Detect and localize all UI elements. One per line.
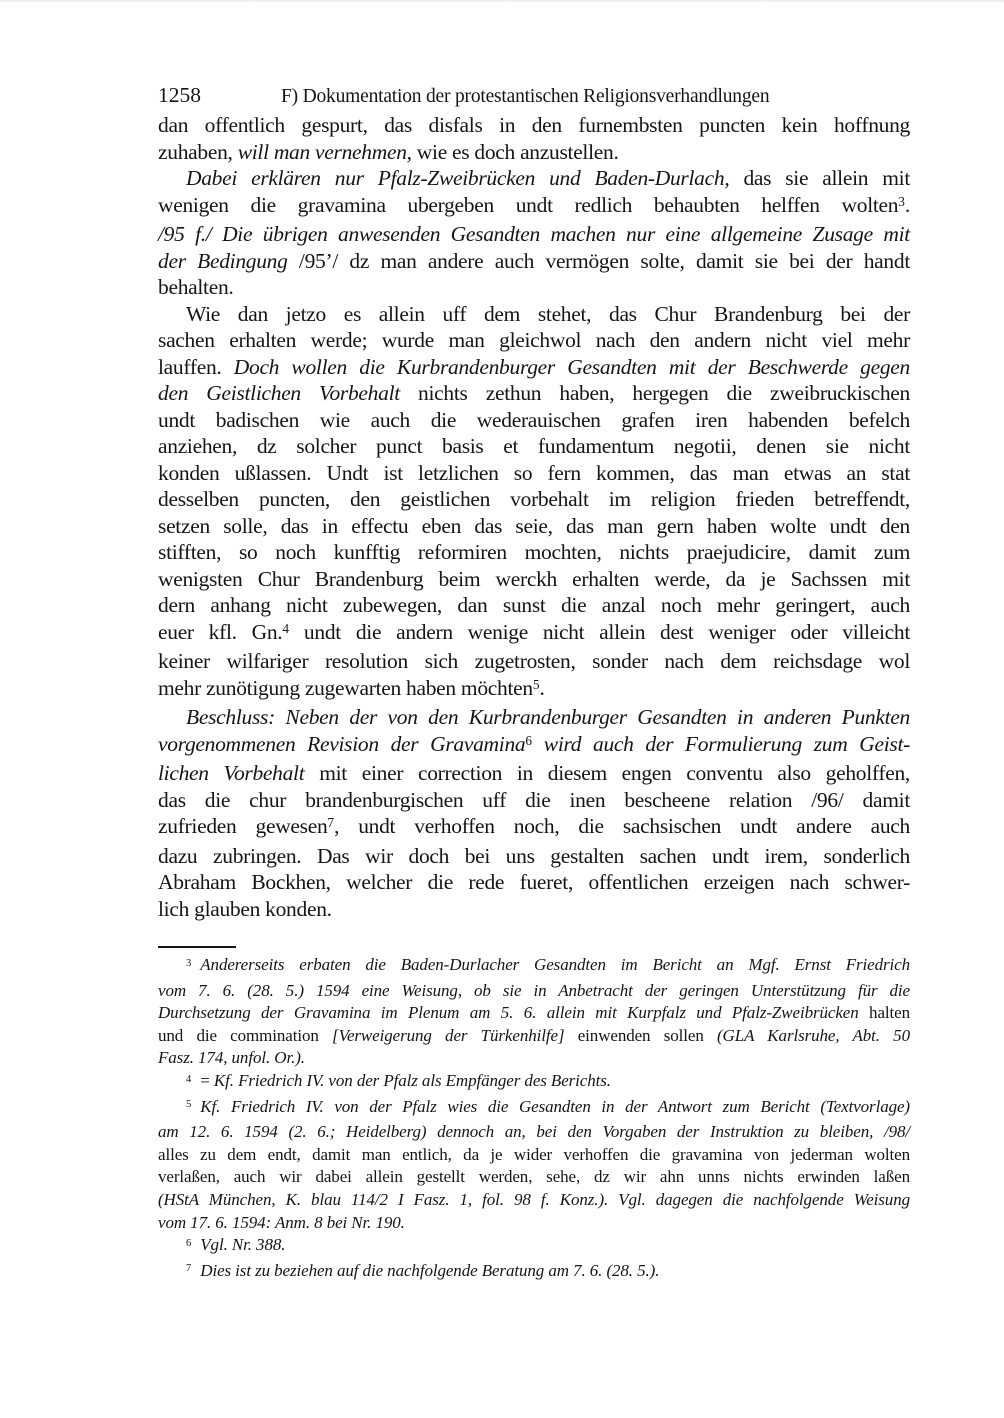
body-line [158,648,910,675]
text-run: lich glauben konden. [158,896,332,921]
italic-run: Beschluss: Neben der von den Kurbrandenburger Gesandten in anderen Punkten [186,705,910,729]
footnote-marker: 7 [327,815,335,831]
text-run: . [539,675,545,700]
italic-run: Andererseits erbaten die Baden-Durlacher Gesandten im Bericht an Mgf. Ernst Friedrich [200,955,910,974]
body-line [158,731,910,761]
italic-run: Fasz. 174, unfol. Or.). [158,1048,305,1068]
text-run: dern anhang nicht zubewegen, dan sunst die anzal noch mehr geringert, auch [158,593,910,617]
footnote-number: 3 [186,957,192,969]
body-line [158,760,910,787]
body-line [158,354,910,381]
text-run: wenigen die gravamina ubergeben undt redlich behaubten helffen wolten [158,192,899,217]
text-run: konden ußlassen. Undt ist letzlichen so fern kommen, das man etwas an stat [158,460,910,485]
footnotes [158,954,910,1285]
text-run: dazu zubringen. Das wir doch bei uns gestalten sachen undt irem, sonderlich [158,843,910,868]
body-line [158,704,910,731]
body-line [158,165,910,192]
italic-run: den Geistlichen Vorbehalt [158,381,400,405]
text-run: /95’/ dz man andere auch vermögen solte, damit sie bei der handt [287,248,910,273]
text-run: setzen solle, das in effectu eben das seie, das man gern haben wolte undt den [158,513,910,538]
text-run: wenigsten Chur Brandenburg beim werckh erhalten werde, da je Sachssen mit [158,566,910,591]
body-line [158,380,910,407]
body-line [158,513,910,540]
italic-run: [Verweigerung der Türkenhilfe] [332,1025,565,1045]
footnote-line [158,1144,910,1167]
italic-run: vorgenommenen Revision der Gravamina [158,731,526,756]
italic-run: Vgl. Nr. 388. [200,1235,286,1255]
body-line [158,813,910,843]
body-line [158,301,910,328]
text-run: zufrieden gewesen [158,814,328,838]
footnote-line [158,1166,910,1189]
text-run: das sie allein mit [729,166,911,190]
italic-run: wird auch der Formulierung zum Geist- [532,731,910,756]
text-run: Wie dan jetzo es allein uff dem stehet, das Chur Brandenburg bei der [186,301,910,326]
italic-run: (HStA München, K. blau 114/2 I Fasz. 1, fol. 98 f. Konz.). Vgl. dagegen die nachfolgende Weisung [158,1189,910,1209]
footnote-marker: 6 [525,732,533,748]
footnote-number: 7 [186,1263,192,1275]
footnote-line [158,1096,910,1122]
body-line [158,787,910,814]
italic-run: Dabei erklären nur Pfalz-Zweibrücken und Baden-Durlach, [186,166,730,190]
footnote-line [158,1234,910,1260]
italic-run: vom 7. 6. (28. 5.) 1594 eine Weisung, ob sie in Anbetracht der geringen Unterstützung für die [158,980,910,1000]
body-line [158,460,910,487]
italic-run: will man vernehmen, [237,139,412,164]
italic-run: lichen Vorbehalt [158,761,305,785]
page-header [158,82,910,109]
text-run: mit einer correction in diesem engen conventu also geholffen, [304,761,911,785]
footnote-line [158,1260,910,1286]
text-run: Abraham Bockhen, welcher die rede fueret, offentlichen erzeigen nach schwer- [158,870,910,894]
footnote-line [158,954,910,980]
body-line [158,843,910,870]
footnote-number: 6 [186,1237,192,1249]
footnote-line [158,1189,910,1212]
text-run: keiner wilfariger resolution sich zugetrosten, sonder nach dem reichsdage wol [158,649,910,673]
text-run: behalten. [158,275,234,299]
text-run: . [904,192,910,217]
body-line [158,896,910,923]
body-line [158,539,910,566]
italic-run: Kf. Friedrich IV. von der Pfalz als Empfänger des Berichts. [213,1070,611,1090]
text-run: mehr zunötigung zugewarten haben möchten [158,675,533,700]
body-line [158,192,910,222]
text-run: euer kfl. Gn. [158,619,283,644]
text-run: nichts zethun haben, hergegen die zweibruckischen [399,381,910,405]
body-line [158,592,910,619]
text-run: wie es doch anzustellen. [411,139,619,164]
text-run: , undt verhoffen noch, die sachsischen undt andere auch [334,814,910,838]
italic-run: Doch wollen die Kurbrandenburger Gesandten mit der Beschwerde gegen [233,354,910,379]
body-line [158,407,910,434]
body-line [158,869,910,896]
page-number: 1258 [158,83,201,107]
book-page [158,0,910,1285]
text-run: anziehen, dz solcher punct basis et fundamentum negotii, denen sie nicht [158,434,910,458]
body-line [158,675,910,705]
footnote-line [158,1070,910,1096]
body-line [158,221,910,248]
text-run: = [200,1070,214,1090]
body-line [158,566,910,593]
text-run: einwenden sollen [564,1025,717,1045]
text-run: halten [858,1003,910,1023]
italic-run: vom 17. 6. 1594: Anm. 8 bei Nr. 190. [158,1212,405,1232]
body-line [158,274,910,301]
italic-run: (GLA Karlsruhe, Abt. 50 [716,1025,910,1045]
text-run: desselben puncten, den geistlichen vorbehalt im religion frieden betreffendt, [158,487,910,511]
text-run: und die commination [158,1025,333,1045]
footnote-marker: 5 [532,676,540,692]
footnote-number: 5 [186,1099,192,1111]
body-line [158,139,910,166]
text-run: alles zu dem endt, damit man entlich, da je wider verhoffen die gravamina von jederman wolten [158,1144,910,1164]
text-run: undt die andern wenige nicht allein dest weniger oder villeicht [289,619,910,644]
text-run: undt badischen wie auch die wederauischen grafen iren habenden befelch [158,407,910,432]
footnote-line [158,1002,910,1025]
text-run: das die chur brandenburgischen uff die inen bescheene relation /96/ damit [158,787,910,812]
body-line [158,486,910,513]
italic-run: Dies ist zu beziehen auf die nachfolgende Beratung am 7. 6. (28. 5.). [200,1260,660,1280]
italic-run: /95 f./ Die übrigen anwesenden Gesandten machen nur eine allgemeine Zusage mit [158,222,910,246]
footnote-separator [158,946,236,948]
text-run: lauffen. [158,354,234,379]
body-line [158,248,910,275]
text-run: sachen erhalten werde; wurde man gleichwol nach den andern nicht viel mehr [158,328,910,352]
footnote-number: 4 [186,1073,192,1085]
body-text [158,112,910,922]
footnote-line [158,1047,910,1070]
footnote-marker: 4 [282,620,290,636]
italic-run: Durchsetzung der Gravamina im Plenum am 5. 6. allein mit Kurpfalz und Pfalz-Zweibrücken [158,1003,859,1023]
footnote-line [158,1025,910,1048]
italic-run: Kf. Friedrich IV. von der Pfalz wies die Gesandten in der Antwort zum Bericht (Textvorlage) [200,1096,910,1116]
body-line [158,619,910,649]
text-run: stifften, so noch kunfftig reformiren mochten, nichts praejudicire, damit zum [158,540,910,564]
footnote-line [158,1121,910,1144]
footnote-line [158,1212,910,1235]
body-line [158,112,910,139]
italic-run: am 12. 6. 1594 (2. 6.; Heidelberg) dennoch an, bei den Vorgaben der Instruktion zu bleiben, /98/ [158,1122,910,1142]
body-line [158,433,910,460]
text-run: zuhaben, [158,139,238,164]
running-title: F) Dokumentation der protestantischen Religionsverhandlungen [281,86,770,107]
text-run: dan offentlich gespurt, das disfals in den furnembsten puncten kein hoffnung [158,113,910,137]
footnote-marker: 3 [898,193,905,209]
text-run: verlaßen, auch wir dabei allein gestellt werden, sehe, dz wir ahn unns nichts erwinden laßen [158,1167,910,1187]
footnote-line [158,980,910,1003]
body-line [158,327,910,354]
italic-run: der Bedingung [158,248,288,273]
